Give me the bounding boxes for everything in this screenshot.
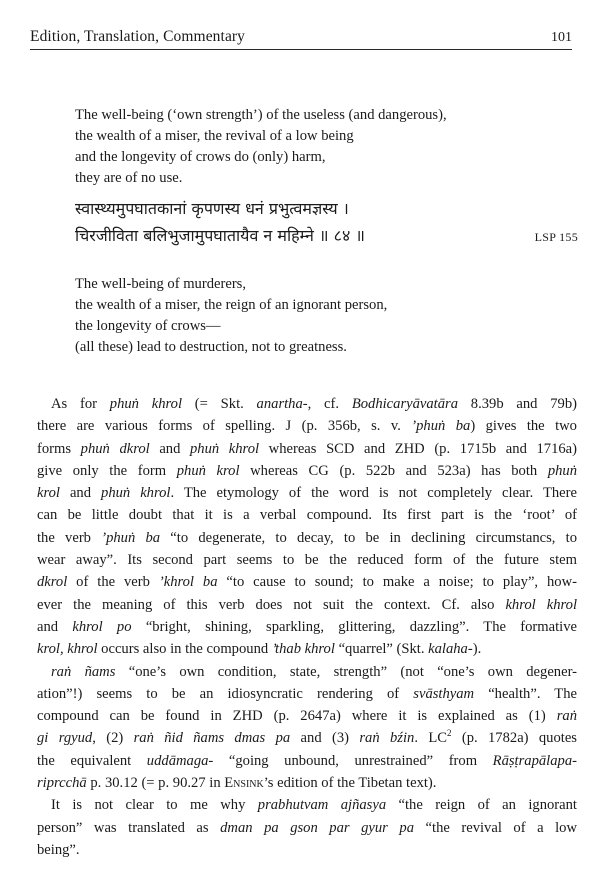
text-run: p. 30.12 (= p. 90.27 in: [86, 775, 225, 792]
text-line: [37, 594, 577, 616]
verse-line: and the longevity of crows do (only) harm,: [75, 149, 326, 165]
sanskrit-line: चिरजीविता बलिभुजामुपघातायैव न महिम्ने ॥ ८४ ॥: [75, 226, 365, 245]
text-run: As for: [51, 396, 110, 412]
italic-term: khrol po: [72, 618, 132, 635]
text-line: [37, 616, 577, 638]
verse-line: The well-being (‘own strength’) of the useless (and dangerous),: [75, 107, 447, 123]
text-run: “to degenerate, to decay, to be in declining circumstancs, to: [160, 529, 577, 546]
text-run: ’s edition of the Tibetan text).: [263, 775, 437, 792]
text-line: [37, 549, 577, 571]
text-run: . The etymology of the word is not completely clear. There: [170, 485, 577, 502]
text-run: there are various forms of spelling. J (p. 356b, s. v.: [37, 418, 412, 435]
text-line: [37, 482, 577, 504]
text-run: whereas SCD and ZHD (p. 1715b and 1716a): [259, 440, 578, 457]
author-name: Ensink: [224, 775, 264, 792]
verse-line: the wealth of a miser, the revival of a low being: [75, 128, 354, 144]
commentary-body: [37, 393, 577, 861]
verse-line: the longevity of crows—: [75, 318, 221, 334]
verse-line: The well-being of murderers,: [75, 276, 247, 292]
text-line: [37, 661, 577, 683]
text-run: . LC: [414, 730, 447, 747]
text-run: occurs also in the compound: [97, 641, 272, 658]
italic-term: riprcchā: [37, 775, 87, 792]
text-run: and: [59, 485, 102, 502]
text-run: and: [37, 618, 73, 635]
text-run: the verb: [37, 529, 102, 546]
italic-term: raṅ ñams: [51, 663, 116, 680]
commentary-paragraph: [37, 794, 577, 861]
verse-line: they are of no use.: [75, 170, 183, 186]
text-run: “going unbound, unrestrained” from: [213, 752, 493, 769]
italic-term: Rāṣṭrapālapa-: [492, 752, 577, 769]
text-line: [37, 438, 577, 460]
text-run: ).: [472, 641, 482, 658]
text-run: person” was translated as: [37, 819, 221, 836]
text-line: [37, 839, 577, 861]
text-run: “the reign of an ignorant: [386, 797, 577, 814]
text-run: whereas CG (p. 522b and 523a) has both: [239, 462, 548, 479]
italic-term: prabhutvam ajñasya: [257, 797, 387, 814]
text-line: [37, 460, 577, 482]
superscript: 2: [446, 728, 452, 739]
text-run: “the revival of a low: [414, 819, 578, 836]
text-line: [37, 794, 577, 816]
text-run: ) gives the two: [470, 418, 577, 435]
italic-term: ’phuṅ ba: [101, 529, 161, 546]
text-run: “to cause to sound; to make a noise; to play”, how-: [217, 574, 577, 591]
text-run: can be little doubt that it is a verbal compound. Its first part is the ‘root’ of: [37, 507, 577, 524]
italic-term: anartha-: [256, 396, 308, 412]
text-line: [37, 638, 577, 660]
text-run: ation”!) seems to be an idiosyncratic rendering of: [37, 685, 414, 702]
text-run: of the verb: [67, 574, 159, 591]
italic-term: kalaha-: [428, 641, 473, 658]
text-line: [37, 705, 577, 727]
italic-term: raṅ bźin: [359, 730, 415, 747]
text-run: and: [149, 440, 190, 457]
italic-term: dkrol: [37, 574, 68, 591]
text-run: (p. 1782a) quotes: [451, 730, 577, 747]
italic-term: phuṅ khrol: [109, 396, 183, 412]
text-run: , (2): [92, 730, 134, 747]
italic-term: phuṅ: [547, 462, 577, 479]
italic-term: raṅ ñid ñams dmas pa: [133, 730, 291, 747]
text-line: [37, 571, 577, 593]
text-run: “one’s own condition, state, strength” (not “one’s own degener-: [115, 663, 577, 680]
text-line: [37, 504, 577, 526]
text-line: [37, 817, 577, 839]
italic-term: ’thab khrol: [271, 641, 335, 658]
text-run: compound can be found in ZHD (p. 2647a) where it is explained as (1): [37, 708, 557, 725]
text-run: “health”. The: [474, 685, 577, 702]
italic-term: dman pa gson par gyur pa: [220, 819, 414, 836]
text-run: the equivalent: [37, 752, 147, 769]
italic-term: phuṅ khrol: [190, 440, 260, 457]
italic-term: ’khrol ba: [158, 574, 218, 591]
commentary-paragraph: [37, 661, 577, 795]
italic-term: phuṅ khrol: [101, 485, 171, 502]
italic-term: ’phuṅ ba: [411, 418, 471, 435]
italic-term: phuṅ krol: [176, 462, 240, 479]
sanskrit-verse: [75, 195, 575, 249]
text-run: “bright, shining, sparkling, glittering, dazzling”. The formative: [131, 618, 577, 635]
text-line: [37, 683, 577, 705]
text-line: [37, 415, 577, 437]
sanskrit-line: स्वास्थ्यमुपघातकानां कृपणस्य धनं प्रभुत्वमज्ञस्य ।: [75, 199, 349, 218]
italic-term: krol: [37, 485, 60, 502]
running-head: [30, 24, 572, 50]
page-number: 101: [551, 30, 572, 45]
text-run: “quarrel” (Skt.: [334, 641, 429, 658]
italic-term: krol, khrol: [37, 641, 98, 658]
italic-term: svāsthyam: [413, 685, 475, 702]
verse-translation-2: [75, 274, 387, 358]
italic-term: phuṅ dkrol: [80, 440, 150, 457]
verse-reference: LSP 155: [534, 230, 578, 244]
text-line: [37, 727, 577, 749]
italic-term: khrol khrol: [505, 596, 577, 613]
italic-term: Bodhicaryāvatāra: [351, 396, 459, 412]
running-title: Edition, Translation, Commentary: [30, 28, 246, 45]
commentary-paragraph: [37, 393, 577, 661]
text-run: being”.: [37, 841, 80, 858]
verse-line: the wealth of a miser, the reign of an ignorant person,: [75, 297, 388, 313]
text-run: , cf.: [307, 396, 352, 412]
verse-translation-1: [75, 105, 447, 189]
text-run: 8.39b and 79b): [458, 396, 577, 412]
italic-term: raṅ: [556, 708, 577, 725]
text-run: wear away”. Its second part seems to be the reduced form of the future stem: [37, 552, 577, 569]
text-run: give only the form: [37, 462, 177, 479]
text-line: [37, 393, 577, 415]
text-run: and (3): [290, 730, 360, 747]
text-line: [37, 527, 577, 549]
text-run: forms: [37, 440, 81, 457]
italic-term: gi rgyud: [37, 730, 93, 747]
text-run: (= Skt.: [182, 396, 257, 412]
text-line: [37, 750, 577, 772]
verse-line: (all these) lead to destruction, not to greatness.: [75, 339, 347, 355]
italic-term: uddāmaga-: [146, 752, 214, 769]
text-run: It is not clear to me why: [51, 797, 258, 814]
text-line: [37, 772, 577, 794]
text-run: ever the meaning of this verb does not suit the context. Cf. also: [37, 596, 506, 613]
